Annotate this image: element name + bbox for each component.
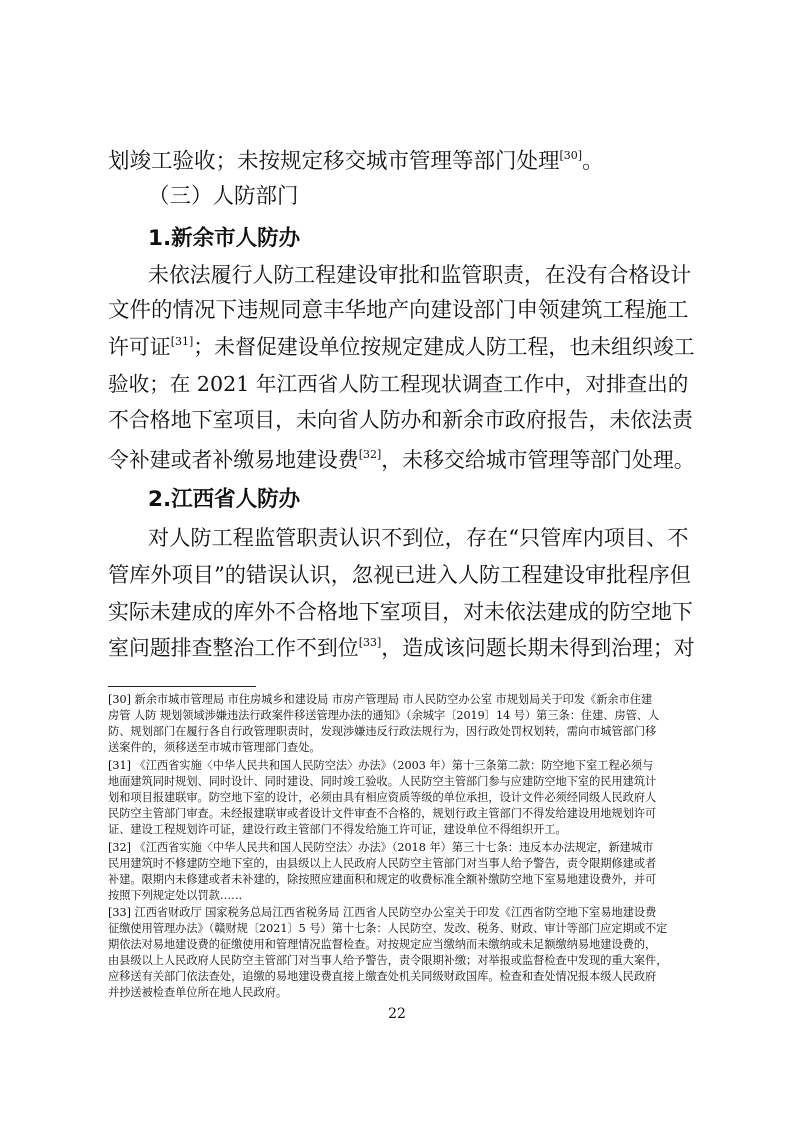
footnote-ref[interactable]: [33]: [358, 636, 382, 649]
footnote-line: 地面建筑同时规划、同时设计、同时建设、同时竣工验收。人民防空主管部门参与应建防空地下室的民用建筑计: [108, 775, 657, 788]
footnote-ref[interactable]: [30]: [559, 149, 583, 162]
footnote-line: 期依法对易地建设费的征缴使用和管理情况监督检查。对按规定应当缴纳而未缴纳或未足额缴纳易地建设费的，: [108, 938, 657, 951]
footnote-line: 防、规划部门在履行各自行政管理职责时，发现涉嫌违反行政法规行为，因行政处罚权划转，需向市城管部门移: [108, 725, 657, 738]
footnote-line: 证、建设工程规划许可证，建设行政主管部门不得发给施工许可证，建设单位不得组织开工。: [108, 823, 567, 836]
footnote-31: [108, 758, 696, 838]
footnote-line: 划和项目报建联审。防空地下室的设计，必须由具有相应资质等级的单位承担，设计文件必须经同级人民政府人: [108, 791, 657, 804]
body-line: 室问题排查整治工作不到位[33]，造成该问题长期未得到治理；对: [108, 636, 695, 660]
body-line: 令补建或者补缴易地建设费[32]，未移交给城市管理等部门处理。: [108, 448, 695, 472]
footnote-divider: [108, 686, 256, 687]
page-number: 22: [388, 1006, 406, 1022]
footnote-line: 征缴使用管理办法》（赣财规〔2021〕5 号）第十七条：人民防空、发改、税务、财政、审计等部门应定期或不定: [108, 922, 668, 935]
footnote-ref[interactable]: [31]: [170, 335, 194, 348]
body-line: 对人防工程监管职责认识不到位，存在“只管库内项目、不: [148, 525, 689, 550]
footnote-line: [33] 江西省财政厅 国家税务总局江西省税务局 江西省人民防空办公室关于印发《江西省防空地下室易地建设费: [108, 906, 657, 919]
footnote-line: 并抄送被检查单位所在地人民政府。: [108, 986, 288, 999]
footnote-33: [108, 905, 696, 1001]
footnote-32: [108, 840, 696, 904]
body-line: 文件的情况下违规同意丰华地产向建设部门申领建筑工程施工: [108, 298, 689, 323]
body-line: 不合格地下室项目，未向省人防办和新余市政府报告，未依法责: [108, 408, 693, 432]
footnote-line: 由县级以上人民政府人民防空主管部门对当事人给予警告，责令限期补缴；对举报或监督检查中发现的重大案件，: [108, 954, 668, 967]
footnote-line: 补建。限期内未修建或者未补建的，除按照应建面积和规定的收费标准全额补缴防空地下室易地建设费外，并可: [108, 873, 657, 886]
section-heading: （三）人防部门: [148, 184, 299, 209]
footnote-line: 民用建筑时不修建防空地下室的，由县级以上人民政府人民防空主管部门对当事人给予警告，责令限期修建或者: [108, 857, 657, 870]
body-line: 实际未建成的库外不合格地下室项目，对未依法建成的防空地下: [108, 600, 693, 624]
footnote-line: 应移送有关部门依法查处，追缴的易地建设费直接上缴查处机关同级财政国库。检查和查处情况报本级人民政府: [108, 970, 657, 983]
body-line: 验收；在 2021 年江西省人防工程现状调查工作中，对排查出的: [108, 372, 689, 396]
body-line: 划竣工验收；未按规定移交城市管理等部门处理[30]。: [108, 149, 604, 174]
footnote-line: [32] 《江西省实施〈中华人民共和国人民防空法〉办法》（2018 年）第三十七条：违反本办法规定，新建城市: [108, 841, 654, 854]
body-line: 管库外项目”的错误认识，忽视已进入人防工程建设审批程序但: [108, 562, 691, 587]
footnote-line: 按照下列规定处以罚款……: [108, 889, 243, 902]
body-line: 许可证[31]；未督促建设单位按规定建成人防工程，也未组织竣工: [108, 335, 695, 359]
footnote-line: 民防空主管部门审查。未经报建联审或者设计文件审查不合格的，规划行政主管部门不得发给建设用地规划许可: [108, 807, 657, 820]
subsection-heading-1: 1.新余市人防办: [148, 226, 301, 251]
subsection-heading-2: 2.江西省人防办: [148, 487, 301, 512]
footnote-line: 房管 人防 规划领域涉嫌违法行政案件移送管理办法的通知》（余城字〔2019〕14 号）第三条：住建、房管、人: [108, 709, 660, 722]
body-line: 未依法履行人防工程建设审批和监管职责，在没有合格设计: [148, 263, 692, 287]
footnote-line: 送案件的，须移送至市城市管理部门查处。: [108, 741, 321, 754]
footnote-line: [31] 《江西省实施〈中华人民共和国人民防空法〉办法》（2003 年）第十三条第二款：防空地下室工程必须与: [108, 759, 654, 772]
footnote-line: [30] 新余市城市管理局 市住房城乡和建设局 市房产管理局 市人民防空办公室 市规划局关于印发《新余市住建: [108, 693, 653, 706]
footnote-30: [108, 692, 696, 756]
footnote-ref[interactable]: [32]: [358, 448, 382, 461]
